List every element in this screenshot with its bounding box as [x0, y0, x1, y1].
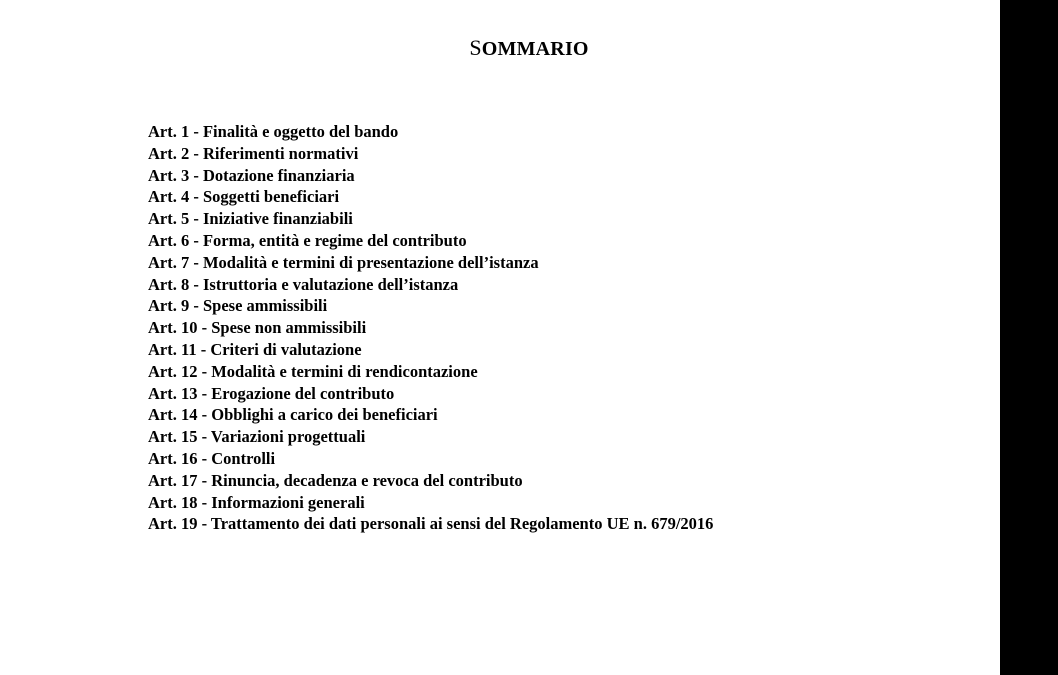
page-edge-bar [1000, 0, 1058, 675]
toc-item-art-10: Art. 10 - Spese non ammissibili [148, 318, 367, 338]
toc-item-art-3: Art. 3 - Dotazione finanziaria [148, 165, 355, 185]
toc-item-art-5: Art. 5 - Iniziative finanziabili [148, 209, 353, 229]
toc-item-art-7: Art. 7 - Modalità e termini di presentazione dell’istanza [148, 252, 539, 272]
toc-item-art-19: Art. 19 - Trattamento dei dati personali ai sensi del Regolamento UE n. 679/2016 [148, 514, 714, 534]
toc-item-art-12: Art. 12 - Modalità e termini di rendicontazione [148, 361, 478, 381]
toc-item-art-16: Art. 16 - Controlli [148, 448, 276, 468]
toc-item-art-15: Art. 15 - Variazioni progettuali [148, 427, 366, 447]
toc-item-art-11: Art. 11 - Criteri di valutazione [148, 339, 362, 359]
toc-item-art-6: Art. 6 - Forma, entità e regime del contributo [148, 230, 467, 250]
page-title-rest: OMMARIO [481, 38, 589, 60]
page-title-initial: S [469, 35, 482, 60]
toc-item-art-8: Art. 8 - Istruttoria e valutazione dell’istanza [148, 274, 459, 294]
toc-item-art-2: Art. 2 - Riferimenti normativi [148, 143, 359, 163]
toc-item-art-14: Art. 14 - Obblighi a carico dei beneficiari [148, 405, 438, 425]
toc-item-art-18: Art. 18 - Informazioni generali [148, 492, 365, 512]
toc-item-art-17: Art. 17 - Rinuncia, decadenza e revoca del contributo [148, 470, 523, 490]
toc-item-art-1: Art. 1 - Finalità e oggetto del bando [148, 122, 399, 141]
toc-item-art-4: Art. 4 - Soggetti beneficiari [148, 187, 340, 207]
page-title [0, 35, 1058, 61]
toc-item-art-13: Art. 13 - Erogazione del contributo [148, 383, 395, 403]
toc-item-art-9: Art. 9 - Spese ammissibili [148, 296, 328, 316]
table-of-contents [148, 121, 713, 535]
